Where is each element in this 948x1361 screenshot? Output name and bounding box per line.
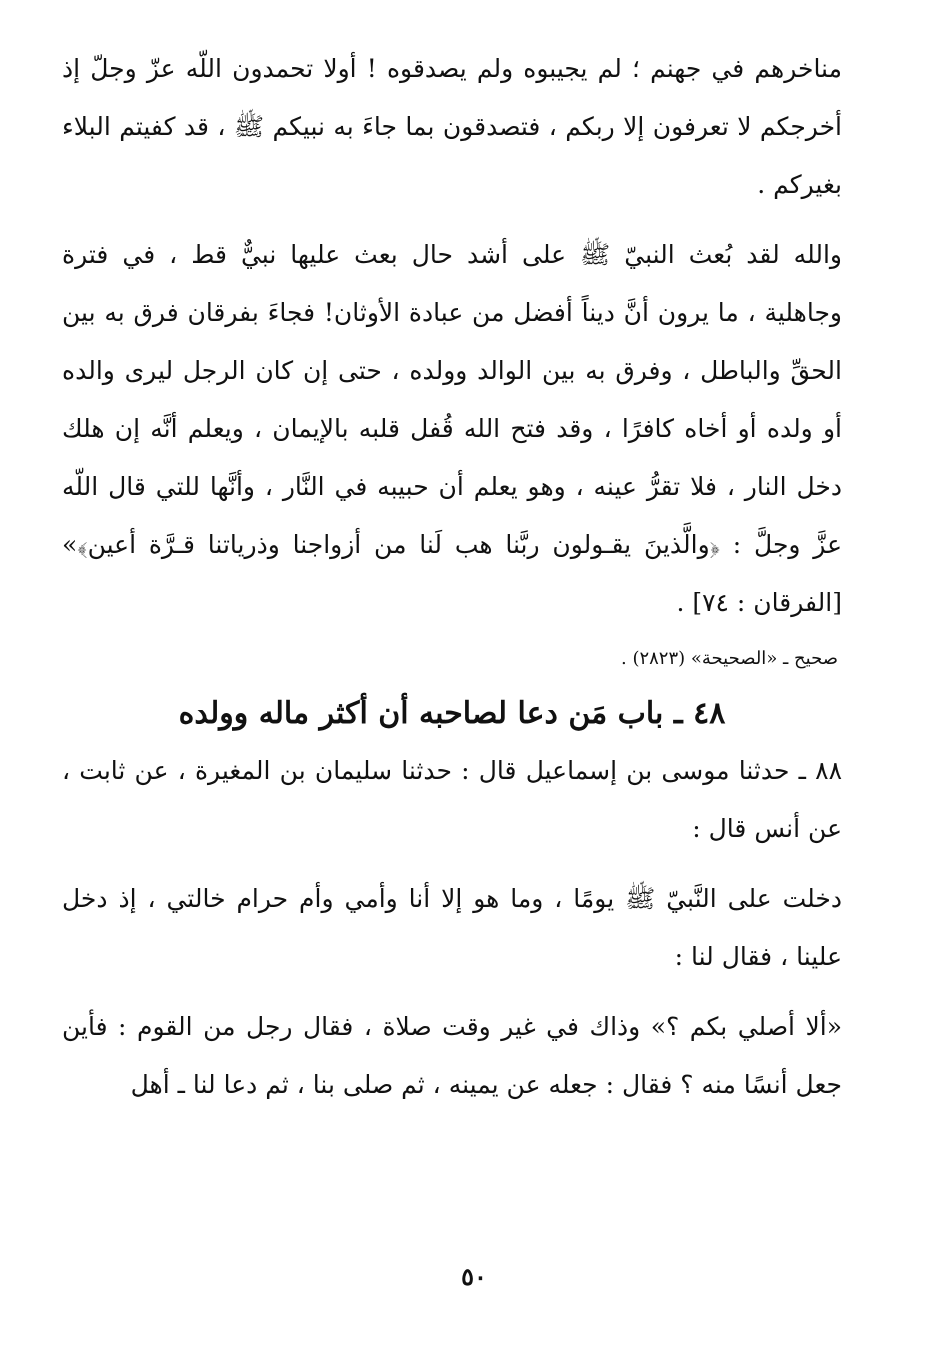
paragraph-prophet-mission: والله لقد بُعث النبيّ ﷺ على أشد حال بعث عليها نبيٌّ قط ، في فترة وجاهلية ، ما يرون أنَّ ديناً أفضل من عبادة الأوثان! فجاءَ بفرقان فرق به بين الحقِّ والباطل ، وفرق به بين الوالد وولده ، حتى إن كان الرجل ليرى والده أو ولده أو أخاه كافرًا ، وقد فتح الله قُفل قلبه بالإيمان ، ويعلم أنَّه إن هلك دخل النار ، فلا تقرُّ عينه ، وهو يعلم أن حبيبه في النَّار ، وأنَّها للتي قال اللّه عزَّ وجلَّ : ﴿والَّذينَ يقـولون ربَّنا هب لَنا من أزواجنا وذرياتنا قـرَّة أعين﴾» [الفرقان : ٧٤] . xyxy=(62,240,842,617)
hadith-grading-note: صحيح ـ «الصحيحة» (٢٨٢٣) . xyxy=(621,648,838,669)
page-number: ٥٠ xyxy=(461,1262,487,1291)
paragraph-continuation: مناخرهم في جهنم ؛ لم يجيبوه ولم يصدقوه ! أولا تحمدون اللّه عزّ وجلّ إذ أخرجكم لا تعرفون إلا ربكم ، فتصدقون بما جاءَ به نبيكم ﷺ ، قد كفيتم البلاء بغيركم . xyxy=(62,54,842,199)
spacer xyxy=(62,214,842,226)
paragraph-prayer: «ألا أصلي بكم ؟» وذاك في غير وقت صلاة ، فقال رجل من القوم : فأين جعل أنسًا منه ؟ فقال : جعله عن يمينه ، ثم صلى بنا ، ثم دعا لنا ـ أهل xyxy=(62,1012,842,1099)
spacer xyxy=(62,632,842,644)
paragraph-narration: دخلت على النَّبيّ ﷺ يومًا ، وما هو إلا أنا وأمي وأم حرام خالتي ، إذ دخل علينا ، فقال لنا : xyxy=(62,884,842,971)
spacer xyxy=(62,986,842,998)
paragraph-isnad: ٨٨ ـ حدثنا موسى بن إسماعيل قال : حدثنا سليمان بن المغيرة ، عن ثابت ، عن أنس قال : xyxy=(62,756,842,843)
spacer xyxy=(62,674,842,686)
page-body xyxy=(62,40,842,1114)
chapter-title: ٤٨ ـ باب مَن دعا لصاحبه أن أكثر ماله وولده xyxy=(178,696,726,731)
spacer xyxy=(62,858,842,870)
